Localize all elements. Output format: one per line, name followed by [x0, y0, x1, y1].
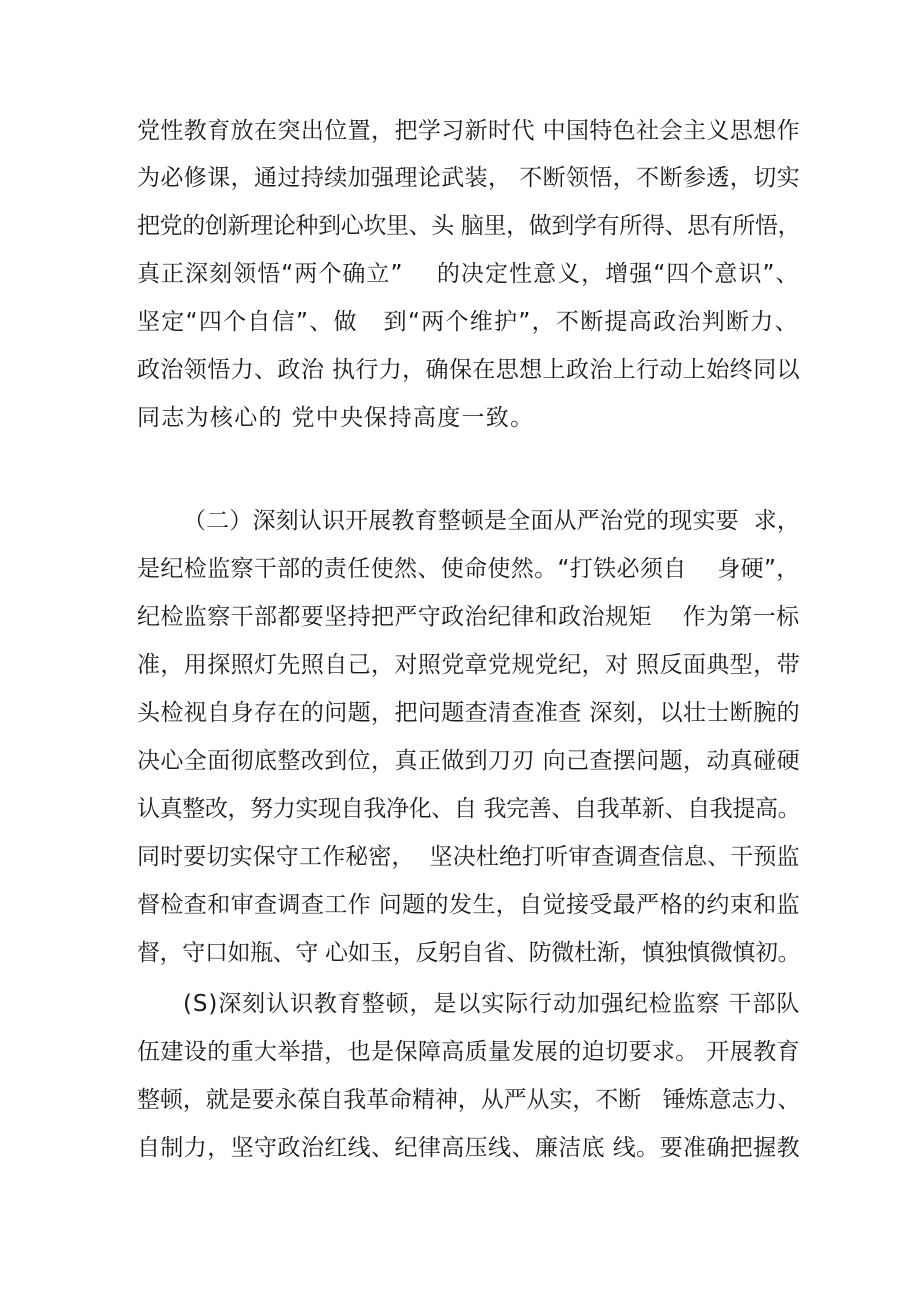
- paragraph-line: 自制力，坚守政治红线、纪律高压线、廉洁底 线。要准确把握教: [137, 1135, 801, 1161]
- paragraph-line: 为必修课，通过持续加强理论武装， 不断领悟，不断参透，切实: [137, 165, 801, 191]
- paragraph-line: 坚定“四个自信”、做 到“两个维护”，不断提高政治判断力、: [137, 309, 799, 335]
- paragraph-line: 决心全面彻底整改到位，真正做到刀刃 向己查摆问题，动真碰硬: [137, 748, 801, 774]
- paragraph-line: 准，用探照灯先照自己，对照党章党规党纪，对 照反面典型，带: [137, 652, 801, 678]
- paragraph-line: 整顿，就是要永葆自我革命精神，从严从实，不断 锤炼意志力、: [137, 1087, 801, 1113]
- paragraph-line: （二）深刻认识开展教育整顿是全面从严治党的现实要 求，: [183, 508, 801, 534]
- paragraph-line: 伍建设的重大举措，也是保障高质量发展的迫切要求。 开展教育: [137, 1039, 801, 1065]
- paragraph-line: 同时要切实保守工作秘密， 坚决杜绝打听审查调查信息、干预监: [137, 844, 800, 870]
- paragraph-line: (S)深刻认识教育整顿，是以实际行动加强纪检监察 干部队: [183, 991, 801, 1017]
- paragraph-line: 把党的创新理论种到心坎里、头 脑里，做到学有所得、思有所悟，: [137, 213, 801, 239]
- paragraph-line: 督，守口如瓶、守 心如玉，反躬自省、防微杜渐，慎独慎微慎初。: [137, 940, 801, 966]
- paragraph-line: 头检视自身存在的问题，把问题查清查准查 深刻，以壮士断腕的: [137, 700, 801, 726]
- paragraph-line: 认真整改，努力实现自我净化、自 我完善、自我革新、自我提高。: [137, 796, 801, 822]
- paragraph-line: 纪检监察干部都要坚持把严守政治纪律和政治规矩 作为第一标: [137, 604, 800, 630]
- paragraph-line: 督检查和审查调查工作 问题的发生，自觉接受最严格的约束和监: [137, 892, 801, 918]
- paragraph-line: 是纪检监察干部的责任使然、使命使然。“打铁必须自 身硬”，: [137, 556, 800, 582]
- paragraph-line: 同志为核心的 党中央保持高度一致。: [137, 405, 535, 431]
- paragraph-line: 党性教育放在突出位置，把学习新时代 中国特色社会主义思想作: [137, 118, 801, 144]
- paragraph-line: 真正深刻领悟“两个确立” 的决定性意义，增强“四个意识”、: [137, 261, 800, 287]
- paragraph-line: 政治领悟力、政治 执行力，确保在思想上政治上行动上始终同以: [137, 357, 801, 383]
